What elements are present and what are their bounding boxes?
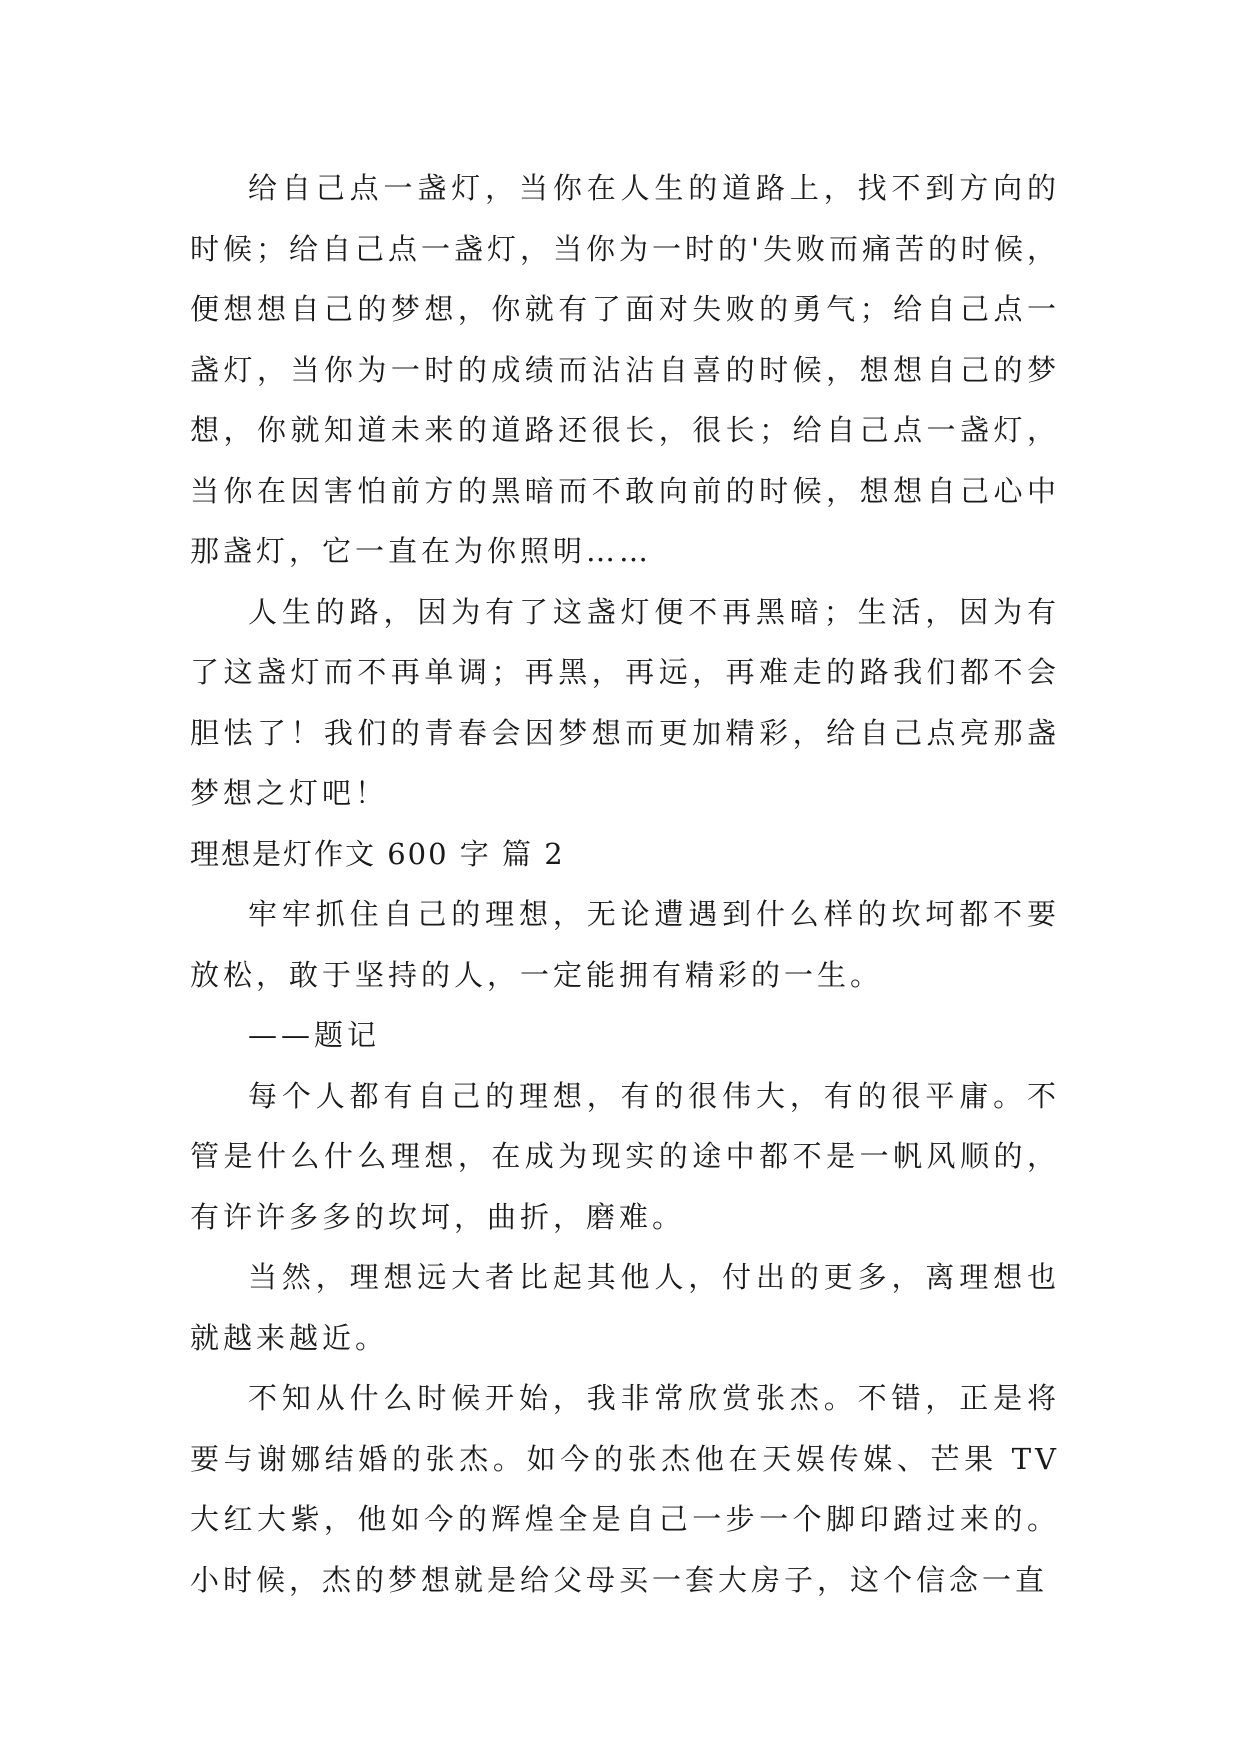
paragraph-epigraph-attribution: ——题记 bbox=[248, 1018, 381, 1052]
paragraph-epigraph: 牢牢抓住自己的理想，无论遭遇到什么样的坎坷都不要放松，敢于坚持的人，一定能拥有精彩的一生。 bbox=[190, 897, 1060, 992]
paragraph-life-road: 人生的路，因为有了这盏灯便不再黑暗；生活，因为有了这盏灯而不再单调；再黑，再远，再难走的路我们都不会胆怯了！我们的青春会因梦想而更加精彩，给自己点亮那盏梦想之灯吧！ bbox=[190, 594, 1060, 810]
paragraph-zhang-jie: 不知从什么时候开始，我非常欣赏张杰。不错，正是将要与谢娜结婚的张杰。如今的张杰他在天娱传媒、芒果 TV 大红大紫，他如今的辉煌全是自己一步一个脚印踏过来的。小时候，杰的梦想就是给父母买一套大房子，这个信念一直 bbox=[190, 1381, 1060, 1597]
document-body bbox=[190, 158, 1060, 1610]
paragraph-lamp-metaphor: 给自己点一盏灯，当你在人生的道路上，找不到方向的时候；给自己点一盏灯，当你为一时的'失败而痛苦的时候，便想想自己的梦想，你就有了面对失败的勇气；给自己点一盏灯，当你为一时的成绩而沾沾自喜的时候，想想自己的梦想，你就知道未来的道路还很长，很长；给自己点一盏灯，当你在因害怕前方的黑暗而不敢向前的时候，想想自己心中那盏灯，它一直在为你照明…… bbox=[190, 171, 1060, 568]
section-heading: 理想是灯作文 600 字 篇 2 bbox=[190, 836, 565, 871]
paragraph-ambitious-people: 当然，理想远大者比起其他人，付出的更多，离理想也就越来越近。 bbox=[190, 1260, 1060, 1355]
paragraph-everyone-has-ideals: 每个人都有自己的理想，有的很伟大，有的很平庸。不管是什么什么理想，在成为现实的途中都不是一帆风顺的，有许许多多的坎坷，曲折，磨难。 bbox=[190, 1078, 1060, 1234]
